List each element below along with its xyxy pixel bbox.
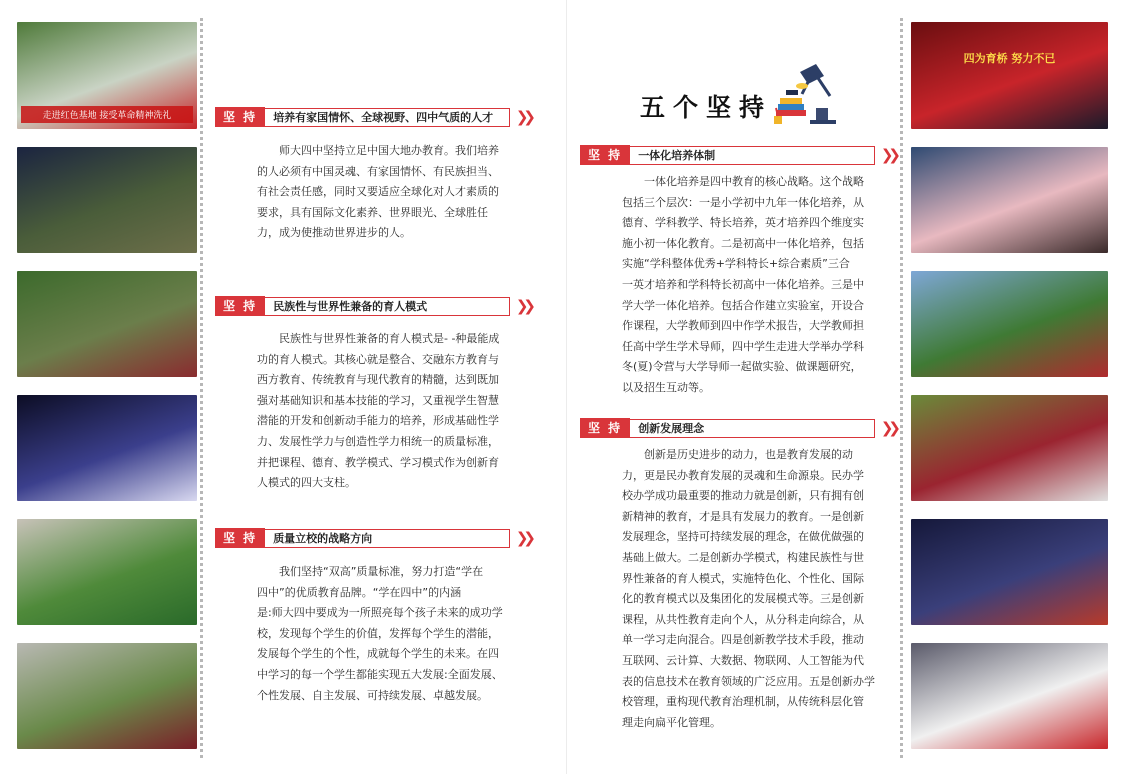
paragraph-talent-cultivation <box>257 141 503 244</box>
photo-making-dumplings <box>911 395 1108 501</box>
heading-title: 一体化培养体制 <box>630 146 875 165</box>
double-chevron-icon: ❯❯ <box>880 419 896 437</box>
heading-title: 培养有家国情怀、全球视野、四中气质的人才 <box>265 108 510 127</box>
paragraph-education-model <box>257 329 503 494</box>
photo-red-scarf-choir <box>911 643 1108 749</box>
paragraph-line: 师大四中坚持立足中国大地办教育。我们培养 <box>279 144 499 157</box>
heading-title: 创新发展理念 <box>630 419 875 438</box>
paragraph-line: 要求，具有国际文化素养、世界眼光、全球胜任 <box>257 205 488 219</box>
photo-stage-dance <box>911 22 1108 129</box>
photo-caption: 四为育桥 努力不已 <box>963 52 1056 65</box>
left-dotted-divider <box>200 18 203 758</box>
page-fold <box>566 0 567 774</box>
paragraph-line: 潜能的开发和创新动手能力的培养，形成基础性学 <box>257 414 499 428</box>
photo-mountain-hike <box>17 271 197 377</box>
double-chevron-icon: ❯❯ <box>515 529 531 547</box>
paragraph-line: 强对基础知识和基本技能的学习，又重视学生智慧 <box>257 393 499 407</box>
paragraph-line: 发展每个学生的个性，成就每个学生的未来。在四 <box>257 647 499 661</box>
photo-caption: 走进红色基地 接受革命精神洗礼 <box>21 106 193 123</box>
paragraph-line: 我们坚持“双高”质量标准，努力打造“学在 <box>279 565 484 578</box>
tag-label: 坚 持 <box>580 418 630 438</box>
paragraph-line: 实施“学科整体优秀+学科特长+综合素质”三合 <box>622 257 850 271</box>
paragraph-line: 单一学习走向混合。四是创新教学技术手段，推动 <box>622 633 864 647</box>
paragraph-line: 四中”的优质教育品牌。“学在四中”的内涵 <box>257 585 462 599</box>
paragraph-line: 课程，从共性教育走向个人，从分科走向综合，从 <box>622 612 864 626</box>
paragraph-line: 创新是历史进步的动力，也是教育发展的动 <box>644 448 853 461</box>
desk-lamp-books-icon <box>772 60 842 130</box>
paragraph-line: 任高中学生学术导师，四中学生走进大学举办学科 <box>622 339 864 353</box>
paragraph-line: 一英才培养和学科特长初高中一体化培养。三是中 <box>622 277 864 291</box>
heading-innovation <box>580 418 896 438</box>
photo-drama-performance <box>911 519 1108 625</box>
paragraph-line: 西方教育、传统教育与现代教育的精髓，达到既加 <box>257 373 499 387</box>
paragraph-line: 冬(夏)令营与大学导师一起做实验、做课题研究， <box>622 360 862 374</box>
photo-red-base-visit <box>17 22 197 129</box>
paragraph-line: 化的教育模式以及集团化的发展模式等。三是创新 <box>622 592 864 606</box>
paragraph-line: 力、发展性学力与创造性学力相统一的质量标准， <box>257 434 499 448</box>
paragraph-line: 校管理，重构现代教育治理机制，从传统科层化管 <box>622 695 864 709</box>
right-dotted-divider <box>900 18 903 758</box>
paragraph-line: 力，更是民办教育发展的灵魂和生命源泉。民办学 <box>622 468 864 482</box>
heading-education-model <box>215 296 531 316</box>
double-chevron-icon: ❯❯ <box>880 146 896 164</box>
heading-talent-cultivation <box>215 107 531 127</box>
paragraph-innovation <box>622 445 875 733</box>
paragraph-line: 以及招生互动等。 <box>622 380 710 394</box>
paragraph-line: 基础上做大。二是创新办学模式，构建民族性与世 <box>622 550 864 564</box>
paragraph-line: 校办学成功最重要的推动力就是创新，只有拥有创 <box>622 489 864 503</box>
paragraph-line: 民族性与世界性兼备的育人模式是- -种最能成 <box>279 332 500 345</box>
paragraph-line: 学大学一体化培养。包括合作建立实验室，开设合 <box>622 298 864 312</box>
paragraph-line: 发展理念，坚持可持续发展的理念，在做优做强的 <box>622 530 864 544</box>
double-chevron-icon: ❯❯ <box>515 108 531 126</box>
paragraph-line: 互联网、云计算、大数据、物联网、人工智能为代 <box>622 653 864 667</box>
paragraph-line: 施小初一体化教育。二是初高中一体化培养，包括 <box>622 236 864 250</box>
page-title: 五个坚持 <box>640 93 773 122</box>
photo-students-memorial <box>17 643 197 749</box>
paragraph-line: 包括三个层次：一是小学初中九年一体化培养，从 <box>622 195 864 209</box>
paragraph-line: 功的育人模式。其核心就是整合、交融东方教育与 <box>257 352 499 366</box>
paragraph-line: 的人必须有中国灵魂、有家国情怀、有民族担当、 <box>257 164 499 178</box>
paragraph-line: 并把课程、德育、教学模式、学习模式作为创新育 <box>257 455 499 469</box>
paragraph-line: 作课程，大学教师到四中作学术报告，大学教师担 <box>622 319 864 333</box>
paragraph-line: 界性兼备的育人模式，实施特色化、个性化、国际 <box>622 571 864 585</box>
photo-reading-performance <box>911 147 1108 253</box>
paragraph-line: 力，成为使推动世界进步的人。 <box>257 226 411 240</box>
paragraph-line: 新精神的教育，才是具有发展力的教育。一是创新 <box>622 509 864 523</box>
double-chevron-icon: ❯❯ <box>515 297 531 315</box>
tag-label: 坚 持 <box>215 107 265 127</box>
heading-integrated-training <box>580 145 896 165</box>
heading-title: 质量立校的战略方向 <box>265 529 510 548</box>
paragraph-line: 有社会责任感，同时又要适应全球化对人才素质的 <box>257 185 499 199</box>
tag-label: 坚 持 <box>215 528 265 548</box>
tag-label: 坚 持 <box>215 296 265 316</box>
paragraph-line: 个性发展、自主发展、可持续发展、卓越发展。 <box>257 688 488 702</box>
photo-military-training <box>17 519 197 625</box>
heading-title: 民族性与世界性兼备的育人模式 <box>265 297 510 316</box>
paragraph-line: 德育、学科教学、特长培养，英才培养四个维度实 <box>622 216 864 230</box>
paragraph-line: 是:师大四中要成为一所照亮每个孩子未来的成功学 <box>257 606 503 620</box>
paragraph-quality-strategy <box>257 562 503 706</box>
paragraph-line: 表的信息技术在教育领域的广泛应用。五是创新办学 <box>622 674 875 688</box>
tag-label: 坚 持 <box>580 145 630 165</box>
heading-quality-strategy <box>215 528 531 548</box>
photo-ethnic-dance <box>17 395 197 501</box>
paragraph-line: 一体化培养是四中教育的核心战略。这个战略 <box>644 175 864 188</box>
paragraph-integrated-training <box>622 172 868 399</box>
paragraph-line: 人模式的四大支柱。 <box>257 476 356 490</box>
photo-choir-performance <box>17 147 197 253</box>
paragraph-line: 校，发现每个学生的价值，发挥每个学生的潜能， <box>257 626 499 640</box>
paragraph-line: 理走向扁平化管理。 <box>622 715 721 729</box>
photo-study-trip <box>911 271 1108 377</box>
paragraph-line: 中学习的每一个学生都能实现五大发展:全面发展、 <box>257 667 503 681</box>
